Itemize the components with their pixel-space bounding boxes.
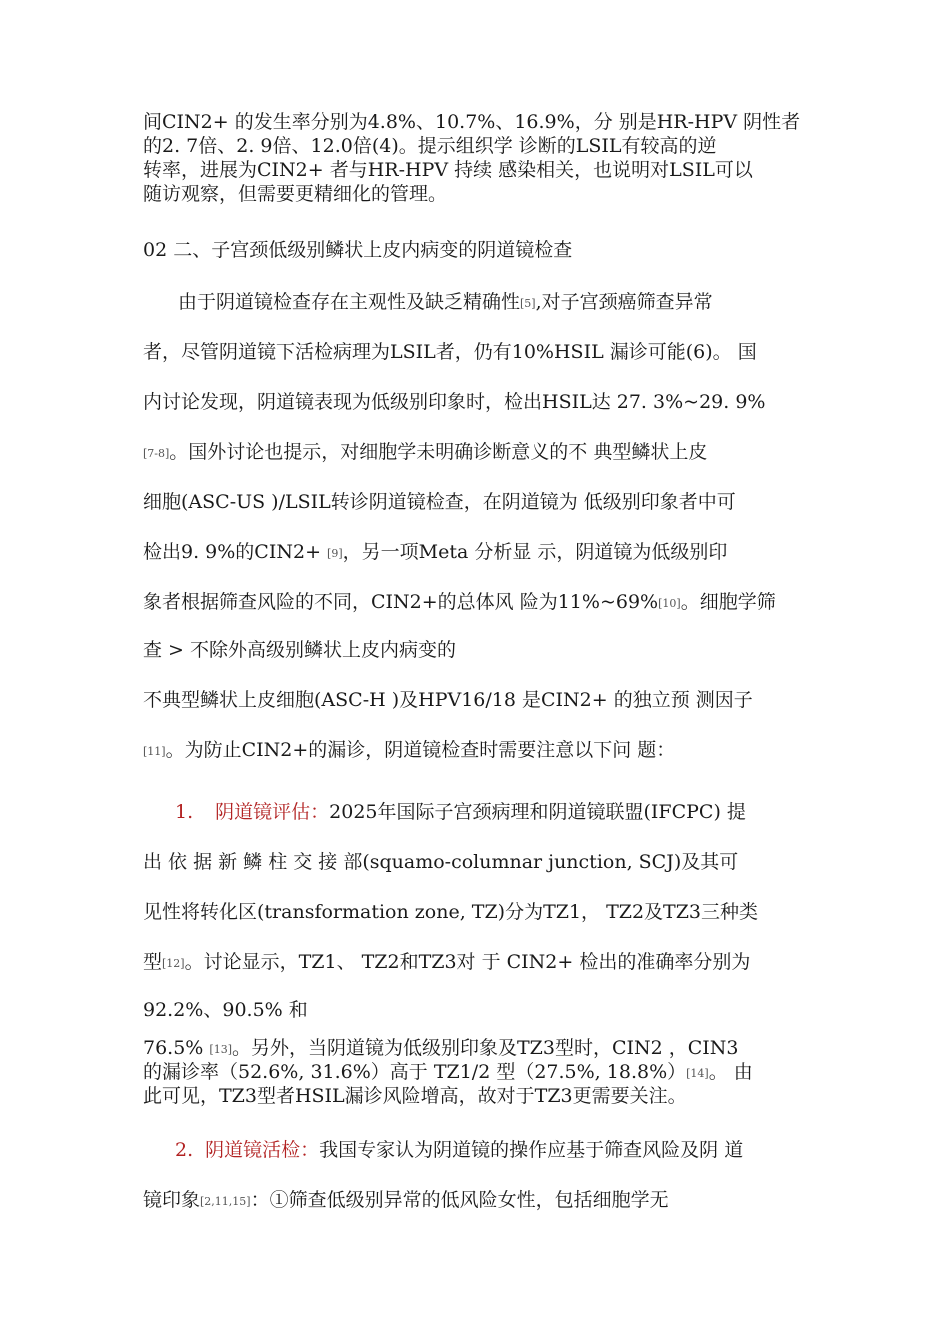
paragraph-line: 不典型鳞状上皮细胞(ASC-H )及HPV16/18 是CIN2+ 的独立预 测因子 <box>143 689 753 711</box>
text: ,对子宫颈癌筛查异常 <box>535 291 713 313</box>
text: 。另外，当阴道镜为低级别印象及TZ3型时，CIN2 ，CIN3 <box>232 1037 739 1059</box>
text: 。为防止CIN2+的漏诊，阴道镜检查时需要注意以下问 题： <box>165 739 676 761</box>
citation: [7-8] <box>143 447 170 460</box>
paragraph-line <box>143 1036 815 1062</box>
paragraph-line: 者，尽管阴道镜下活检病理为LSIL者，仍有10%HSIL 漏诊可能(6)。 国 <box>143 341 757 363</box>
text: ，另一项Meta 分析显 示，阴道镜为低级别印 <box>342 541 728 563</box>
list-item <box>175 800 815 824</box>
paragraph-line: 见性将转化区(transformation zone, TZ)分为TZ1， TZ2及TZ3三种类 <box>143 901 758 923</box>
list-item-title: 阴道镜活检： <box>205 1139 320 1161</box>
paragraph-line: 92.2%、90.5% 和 <box>143 999 308 1021</box>
citation: [11] <box>143 745 166 758</box>
citation: [10] <box>658 597 681 610</box>
list-item <box>175 1138 815 1162</box>
list-number: 1. <box>175 801 194 823</box>
text: 的漏诊率（52.6%, 31.6%）高于 TZ1/2 型（27.5%, 18.8%） <box>143 1061 687 1083</box>
citation: [12] <box>162 957 185 970</box>
paragraph-line <box>143 738 815 764</box>
list-number: 2. <box>175 1139 194 1161</box>
text: 。细胞学筛 <box>680 591 776 613</box>
paragraph-line <box>143 540 815 566</box>
text: 型 <box>143 951 163 973</box>
text: 由于阴道镜检查存在主观性及缺乏精确性 <box>178 291 521 313</box>
text: 2025年国际子宫颈病理和阴道镜联盟(IFCPC) 提 <box>329 801 746 823</box>
text: 76.5% <box>143 1037 210 1059</box>
paragraph-line: 查 > 不除外高级别鳞状上皮内病变的 <box>143 639 456 661</box>
list-item-title: 阴道镜评估： <box>215 801 330 823</box>
text: 检出9. 9%的CIN2+ <box>143 541 328 563</box>
section-heading: 02 二、子宫颈低级别鳞状上皮内病变的阴道镜检查 <box>143 239 573 261</box>
paragraph-line <box>143 1188 815 1214</box>
paragraph-line: 的2. 7倍、2. 9倍、12.0倍(4)。提示组织学 诊断的LSIL有较高的逆 <box>143 135 717 157</box>
paragraph-line <box>143 1060 815 1086</box>
text: 。讨论显示，TZ1、 TZ2和TZ3对 于 CIN2+ 检出的准确率分别为 <box>184 951 751 973</box>
text: 。国外讨论也提示，对细胞学未明确诊断意义的不 典型鳞状上皮 <box>169 441 708 463</box>
citation: [5] <box>520 297 536 310</box>
paragraph-line: 此可见，TZ3型者HSIL漏诊风险增高，故对于TZ3更需要关注。 <box>143 1085 687 1107</box>
paragraph-line <box>178 290 815 316</box>
text: 象者根据筛查风险的不同，CIN2+的总体风 险为11%~69% <box>143 591 659 613</box>
paragraph-line <box>143 440 815 466</box>
paragraph-line: 间CIN2+ 的发生率分别为4.8%、10.7%、16.9%，分 别是HR-HPV 阴性者 <box>143 111 801 133</box>
paragraph-line: 出 依 据 新 鳞 柱 交 接 部(squamo-columnar junction, SCJ)及其可 <box>143 851 739 873</box>
text: ：①筛查低级别异常的低风险女性，包括细胞学无 <box>250 1189 669 1211</box>
citation: [9] <box>327 547 343 560</box>
citation: [2,11,15] <box>200 1195 251 1208</box>
citation: [14] <box>686 1067 709 1080</box>
paragraph-line: 细胞(ASC-US )/LSIL转诊阴道镜检查，在阴道镜为 低级别印象者中可 <box>143 491 736 513</box>
citation: [13] <box>209 1043 232 1056</box>
text: 。 由 <box>708 1061 753 1083</box>
paragraph-line <box>143 950 815 976</box>
paragraph-line: 随访观察，但需要更精细化的管理。 <box>143 183 448 205</box>
paragraph-line: 内讨论发现，阴道镜表现为低级别印象时，检出HSIL达 27. 3%~29. 9% <box>143 391 766 413</box>
paragraph-line <box>143 590 815 616</box>
text: 我国专家认为阴道镜的操作应基于筛查风险及阴 道 <box>319 1139 744 1161</box>
text: 镜印象 <box>143 1189 201 1211</box>
paragraph-line: 转率，进展为CIN2+ 者与HR-HPV 持续 感染相关，也说明对LSIL可以 <box>143 159 753 181</box>
